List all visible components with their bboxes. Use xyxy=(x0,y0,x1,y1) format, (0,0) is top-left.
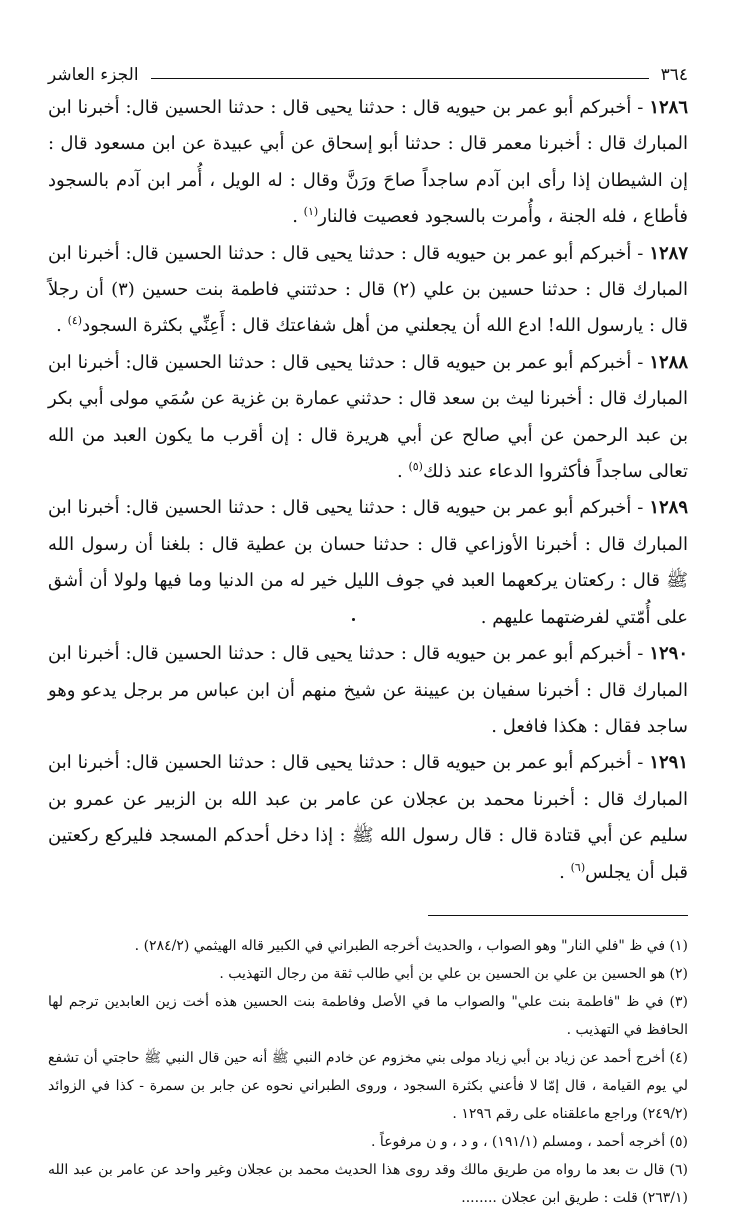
footnote-3: (٣) في ظ "فاطمة بنت علي" والصواب ما في الأصل وفاطمة بنت الحسين هذه أخت زين العابدين ترجم لها الحافظ في التهذيب . xyxy=(48,993,688,1038)
footnote-4: (٤) أخرج أحمد عن زياد بن أبي زياد مولى بني مخزوم عن خادم النبي ﷺ أنه حين قال النبي ﷺ حاجتي أن تشفع لي يوم القيامة ، قال إمّا لا فأعني بكثرة السجود ، وروى الطبراني نحوه عن جابر بن سمرة - كذا في الزوائد (٢٤٩/٢) وراجع ماعلقناه على رقم ١٢٩٦ . xyxy=(48,1049,688,1122)
footnote-5: (٥) أخرجه أحمد ، ومسلم (١٩١/١) ، و د ، و ن مرفوعاً . xyxy=(371,1133,688,1150)
hadith-1291: ١٢٩١ - أخبركم أبو عمر بن حيويه قال : حدثنا يحيى قال : حدثنا الحسين قال: أخبرنا ابن المبارك قال : أخبرنا محمد بن عجلان عن عامر بن عبد الله بن الزبير عن عمرو بن سليم عن أبي قتادة قال : قال رسول الله ﷺ : إذا دخل أحدكم المسجد فليركع ركعتين قبل أن يجلس$^{(٦)}$ . xyxy=(48,752,688,883)
footnote-6: (٦) قال ت بعد ما رواه من طريق مالك وقد روى هذا الحديث محمد بن عجلان وغير واحد عن عامر بن عبد الله (٢٦٣/١) قلت : طريق ابن عجلان ........ xyxy=(48,1161,688,1206)
main-text xyxy=(48,90,688,891)
hadith-1290: ١٢٩٠ - أخبركم أبو عمر بن حيويه قال : حدثنا يحيى قال : حدثنا الحسين قال: أخبرنا ابن المبارك قال : أخبرنا سفيان بن عيينة عن شيخ منهم أن ابن عباس مر برجل يدعو وهو ساجد فقال : هكذا فافعل . xyxy=(48,643,688,737)
book-page xyxy=(48,62,688,1212)
hadith-1289: ١٢٨٩ - أخبركم أبو عمر بن حيويه قال : حدثنا يحيى قال : حدثنا الحسين قال: أخبرنا ابن المبارك قال : أخبرنا الأوزاعي قال : حدثنا حسان بن عطية قال : بلغنا أن رسول الله ﷺ قال : ركعتان يركعهما العبد في جوف الليل خير له من الدنيا وما فيها ولولا أن أشق على أُمّتي لفرضتهما عليهم . xyxy=(48,497,688,628)
hadith-end: . xyxy=(292,206,304,228)
hadith-number: ١٢٨٨ xyxy=(649,351,688,373)
hadith-number: ١٢٨٧ xyxy=(649,242,688,264)
hadith-number: ١٢٨٩ xyxy=(649,497,688,519)
hadith-end: . xyxy=(56,315,68,337)
hadith-text: أخبركم أبو عمر بن حيويه قال : حدثنا يحيى قال : حدثنا الحسين قال: أخبرنا ابن المبارك قال : أخبرنا ليث بن سعد قال : حدثني عمارة بن غزية عن سُمَي مولى أبي بكر بن عبد الرحمن عن أبي صالح عن أبي هريرة قال : إن أقرب ما يكون العبد من الله تعالى ساجداً فأكثروا الدعاء عند ذلك xyxy=(48,351,688,483)
footnote-ref: (١) xyxy=(303,205,319,219)
footnote-ref: (٥) xyxy=(408,460,423,474)
footnote-separator xyxy=(428,915,688,916)
footnote-1: (١) في ظ "فلي النار" وهو الصواب ، والحديث أخرجه الطبراني في الكبير قاله الهيثمي (٢٨٤/٢) . xyxy=(134,937,688,954)
hadith-1288: ١٢٨٨ - أخبركم أبو عمر بن حيويه قال : حدثنا يحيى قال : حدثنا الحسين قال: أخبرنا ابن المبارك قال : أخبرنا ليث بن سعد قال : حدثني عمارة بن غزية عن سُمَي مولى أبي بكر بن عبد الرحمن عن أبي صالح عن أبي هريرة قال : إن أقرب ما يكون العبد من الله تعالى ساجداً فأكثروا الدعاء عند ذلك$^{(٥)}$ . xyxy=(48,351,688,483)
ink-speck xyxy=(352,618,355,621)
footnote-ref: (٤) xyxy=(67,314,83,328)
hadith-text: أخبركم أبو عمر بن حيويه قال : حدثنا يحيى قال : حدثنا الحسين قال: أخبرنا ابن المبارك قال : أخبرنا معمر قال : حدثنا أبو إسحاق عن أبي عبيدة عن ابن مسعود قال : إن الشيطان إذا رأى ابن آدم ساجداً صاحَ ورَنَّ وقال : له الويل ، أُمر ابن آدم بالسجود فأطاع ، فله الجنة ، وأُمرت بالسجود فعصيت فالنار xyxy=(48,97,688,228)
hadith-text: أخبركم أبو عمر بن حيويه قال : حدثنا يحيى قال : حدثنا الحسين قال: أخبرنا ابن المبارك قال : حدثنا حسين بن علي (٢) قال : حدثتني فاطمة بنت حسين (٣) أن رجلاً قال : يارسول الله! ادع الله أن يجعلني من أهل شفاعتك قال : أَعِنِّي بكثرة السجود xyxy=(48,242,689,337)
hadith-text: أخبركم أبو عمر بن حيويه قال : حدثنا يحيى قال : حدثنا الحسين قال: أخبرنا ابن المبارك قال : أخبرنا الأوزاعي قال : حدثنا حسان بن عطية قال : بلغنا أن رسول الله ﷺ قال : ركعتان يركعهما العبد في جوف الليل خير له من الدنيا وما فيها ولولا أن أشق على أُمّتي لفرضتهما عليهم . xyxy=(48,497,688,628)
hadith-text: أخبركم أبو عمر بن حيويه قال : حدثنا يحيى قال : حدثنا الحسين قال: أخبرنا ابن المبارك قال : أخبرنا محمد بن عجلان عن عامر بن عبد الله بن الزبير عن عمرو بن سليم عن أبي قتادة قال : قال رسول الله ﷺ : إذا دخل أحدكم المسجد فليركع ركعتين قبل أن يجلس xyxy=(48,752,688,883)
hadith-end: . xyxy=(559,861,571,883)
footnote-ref: (٦) xyxy=(570,860,586,874)
hadith-number: ١٢٨٦ xyxy=(649,97,688,118)
hadith-number: ١٢٩١ xyxy=(649,752,688,774)
footnote-2: (٢) هو الحسين بن علي بن الحسين بن علي بن أبي طالب ثقة من رجال التهذيب . xyxy=(219,965,688,982)
hadith-1287: ١٢٨٧ - أخبركم أبو عمر بن حيويه قال : حدثنا يحيى قال : حدثنا الحسين قال: أخبرنا ابن المبارك قال : حدثنا حسين بن علي (٢) قال : حدثتني فاطمة بنت حسين (٣) أن رجلاً قال : يارسول الله! ادع الله أن يجعلني من أهل شفاعتك قال : أَعِنِّي بكثرة السجود$^{(٤)}$ . xyxy=(48,242,689,337)
footnotes xyxy=(48,932,688,1212)
part-title: الجزء العاشر xyxy=(48,65,139,85)
hadith-number: ١٢٩٠ xyxy=(649,643,688,665)
header-rule xyxy=(151,78,649,79)
hadith-text: أخبركم أبو عمر بن حيويه قال : حدثنا يحيى قال : حدثنا الحسين قال: أخبرنا ابن المبارك قال : أخبرنا سفيان بن عيينة عن شيخ منهم أن ابن عباس مر برجل يدعو وهو ساجد فقال : هكذا فافعل . xyxy=(48,643,688,737)
page-header xyxy=(48,62,688,88)
page-number: ٣٦٤ xyxy=(660,65,688,85)
hadith-1286: ١٢٨٦ - أخبركم أبو عمر بن حيويه قال : حدثنا يحيى قال : حدثنا الحسين قال: أخبرنا ابن المبارك قال : أخبرنا معمر قال : حدثنا أبو إسحاق عن أبي عبيدة عن ابن مسعود قال : إن الشيطان إذا رأى ابن آدم ساجداً صاحَ ورَنَّ وقال : له الويل ، أُمر ابن آدم بالسجود فأطاع ، فله الجنة ، وأُمرت بالسجود فعصيت فالنار$^{(١)}$ . xyxy=(48,97,688,228)
hadith-end: . xyxy=(396,461,409,483)
